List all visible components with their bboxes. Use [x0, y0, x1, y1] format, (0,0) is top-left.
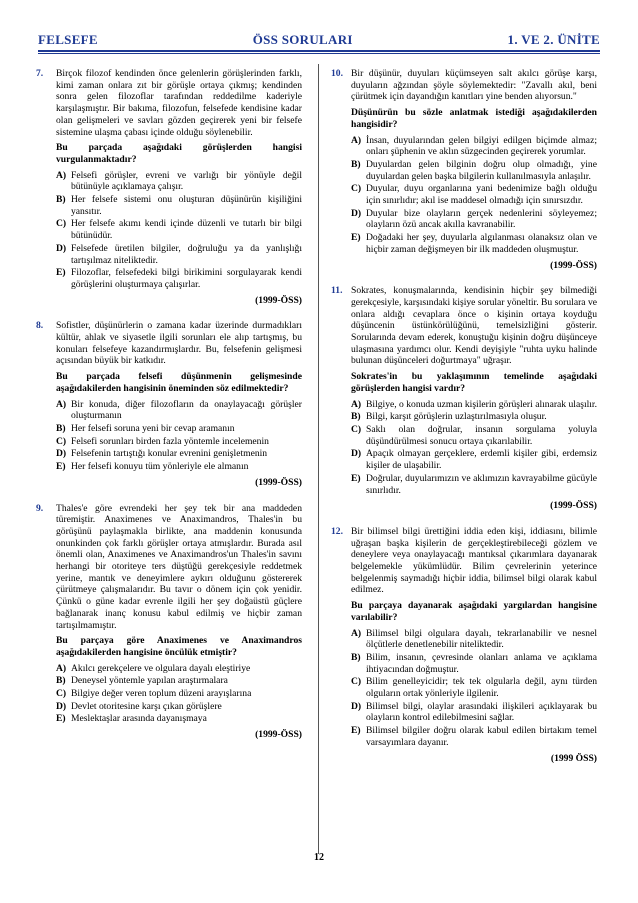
question-11 [331, 285, 597, 512]
question-number: 8. [36, 320, 44, 332]
question-source: (1999 ÖSS) [550, 752, 597, 764]
option-a[interactable]: A) Bilimsel bilgi olgulara dayalı, tekrarlanabilir ve nesnel ölçütlerle denetlenebilir niteliktedir. [351, 627, 597, 651]
header-rule-thin [38, 53, 600, 54]
option-c[interactable]: C) Felsefi sorunları birden fazla yöntemle incelemenin [56, 435, 269, 447]
question-source: (1999-ÖSS) [255, 476, 302, 488]
option-e[interactable]: E) Doğrular, duyularımızın ve aklımızın kavrayabilme gücüyle sınırlıdır. [351, 472, 597, 496]
question-10 [331, 68, 597, 271]
option-list [351, 628, 597, 749]
question-prompt: Düşünürün bu sözle anlatmak istediği aşağıdakilerden hangisidir? [351, 107, 597, 130]
option-e[interactable]: E) Doğadaki her şey, duyularla algılanması olanaksız olan ve hiçbir zaman değişmeyen bir ilk maddeden oluşmuştur. [351, 232, 597, 255]
option-b[interactable]: B) Bilgi, karşıt görüşlerin uzlaştırılmasıyla oluşur. [351, 411, 547, 423]
question-number: 7. [36, 68, 44, 79]
option-d[interactable]: D) Felsefenin tartıştığı konular evrenini genişletmenin [56, 448, 268, 460]
option-c[interactable]: C) Duyular, duyu organlarına yani bedenimize bağlı olduğu için sınırlıdır; akıl ise maddesel olmadığı için sınırsızdır. [351, 183, 597, 207]
option-c[interactable]: C) Saklı olan doğrular, insanın sorgulama yoluyla düşündürülmesi sonucu ortaya çıkarılabilir. [351, 423, 597, 447]
question-stem: Sokrates, konuşmalarında, kendisinin hiçbir şey bilmediği gerekçesiyle, karşısındaki kişiye sorular yöneltir. Bu sorulara ve onlara aldığı cevaplara önce o kişinin ortaya koyduğu düşüncenin üstünkörülüğünü, temelsizliğini gösterir. Sorularında devam ederek, konuştuğu kişinin doğru düşünceye ulaşmasına yardımcı olur. Kendi deyişiyle "ruhta uyku halinde bulunan düşünceleri doğurtmaya" uğraşır. [351, 285, 597, 367]
question-prompt: Bu parçada aşağıdaki görüşlerden hangisi vurgulanmaktadır? [56, 142, 302, 165]
option-b[interactable]: B) Her felsefi soruna yeni bir cevap aramanın [56, 422, 235, 434]
option-list [56, 170, 302, 291]
option-d[interactable]: D) Duyular bize olayların gerçek nedenlerini söyleyemez; olayların özü ancak akılla kavranabilir. [351, 207, 597, 231]
option-d[interactable]: D) Bilimsel bilgi, olaylar arasındaki ilişkileri açıklayarak bu olayların kontrol edilebilmesini sağlar. [351, 700, 597, 724]
question-stem: Bir bilimsel bilgi ürettiğini iddia eden kişi, iddiasını, bilimle uğraşan başka kişilerin de gerçekleştirebileceği gözlem ve deneylere veya onaylayacağı mantıksal çıkarımlara dayanarak belgelemekle yükümlüdür. Bilim çevrelerinin yeterince belgelenmiş saymadığı hiçbir iddia, bilimsel bilgi olarak kabul edilmez. [351, 525, 597, 596]
question-prompt: Bu parçada felsefi düşünmenin gelişmesinde aşağıdakilerden hangisinin öneminden söz edilmektedir? [56, 371, 302, 394]
question-stem: Sofistler, düşünürlerin o zamana kadar üzerinde durmadıkları kültür, ahlak ve siyasetle ilgili sorunları ele alıp tartışmış, bu konuları felsefeye kazandırmışlardır. Bu, felsefenin gelişmesi açısından büyük bir katkıdır. [56, 320, 302, 367]
option-e[interactable]: E) Bilimsel bilgiler doğru olarak kabul edilen birtakım temel varsayımlara dayanır. [351, 725, 597, 748]
option-list [56, 663, 302, 726]
header-subject: FELSEFE [38, 32, 98, 48]
question-stem: Birçok filozof kendinden önce gelenlerin görüşlerinden farklı, kimi zaman onlara zıt bir görüşle ortaya çıkmış; kendinden sonra gelen filozoflar tarafından reddedilme kaderiyle karşılaşmıştır. Bir bakıma, filozofun, felsefede kendisine kadar olan gelişmeleri ve savları gözden geçirerek yeni bir felsefe sistemine ulaşma çabası içinde olduğu söylenebilir. [56, 68, 302, 138]
question-stem: Bir düşünür, duyuları küçümseyen salt akılcı görüşe karşı, duyuların ağzından şöyle söylemektedir: "Zavallı akıl, beni çürütmek için dayandığın kanıtları yine benden alıyorsun." [351, 68, 597, 103]
page-header [38, 26, 600, 48]
option-a[interactable]: A) Felsefi görüşler, evreni ve varlığı bir yönüyle değil bütünüyle açıklamaya çalışır. [56, 169, 302, 193]
option-c[interactable]: C) Bilim genelleyicidir; tek tek olgularla değil, aynı türden olguların ortak yönleriyle ilgilenir. [351, 676, 597, 700]
option-e[interactable]: E) Meslektaşlar arasında dayanışmaya [56, 713, 207, 725]
right-column [331, 68, 597, 764]
option-a[interactable]: A) Bir konuda, diğer filozofların da onaylayacağı görüşler oluşturmanın [56, 398, 302, 422]
question-number: 11. [331, 285, 343, 297]
option-list [56, 399, 302, 473]
option-b[interactable]: B) Duyulardan gelen bilginin doğru olup olmadığı, yine duyulardan gelen başka bilgilerin kullanılmasıyla anlaşılır. [351, 158, 597, 182]
option-e[interactable]: E) Her felsefi konuyu tüm yönleriyle ele almanın [56, 461, 249, 473]
option-a[interactable]: A) Bilgiye, o konuda uzman kişilerin görüşleri alınarak ulaşılır. [351, 398, 597, 410]
left-column [36, 68, 302, 741]
header-title: ÖSS SORULARI [252, 32, 353, 48]
header-rule [38, 50, 600, 52]
option-c[interactable]: C) Her felsefe akımı kendi içinde düzenli ve tutarlı bir bilgi bütünüdür. [56, 218, 302, 242]
option-c[interactable]: C) Bilgiye değer veren toplum düzeni arayışlarına [56, 688, 252, 700]
question-source: (1999-ÖSS) [550, 500, 597, 512]
question-source: (1999-ÖSS) [255, 294, 302, 306]
question-number: 12. [331, 525, 343, 537]
question-prompt: Sokrates'in bu yaklaşımının temelinde aşağıdaki görüşlerden hangisi vardır? [351, 371, 597, 394]
column-divider [318, 64, 319, 854]
page-number: 12 [314, 852, 324, 863]
question-prompt: Bu parçaya göre Anaximenes ve Anaximandros aşağıdakilerden hangisine öncülük etmiştir? [56, 635, 302, 658]
question-stem: Thales'e göre evrendeki her şey tek bir ana maddeden türemiştir. Anaximenes ve Anaximandros, Thales'in bu görüşünü paylaşmakla birlikte, ana maddenin konusunda onunkinden çok farklı görüşler ortaya atmışlardır. Burada asıl önemli olan, Anaximenes ve Anaximandros'un Thales'in savını herhangi bir otoriteye ters düştüğü gerekçesiyle reddetmek yerine, mantık ve deneyimlere aykırı olduğunu göstererek çürütmeye çalışmalarıdır. Bu tavır o dönem için çok yenidir. Çünkü o güne kadar evrenle ilgili her şey doğaüstü güçlere bağlanarak inanç konusu kabul edilmiş ve hiçbir zaman tartışılmamıştır. [56, 502, 302, 631]
question-number: 9. [36, 502, 44, 514]
option-e[interactable]: E) Filozoflar, felsefedeki bilgi birikimini sorgulayarak kendi görüşlerini oluşturmaya çalışırlar. [56, 267, 302, 290]
question-12 [331, 526, 597, 764]
question-7 [36, 68, 302, 306]
question-source: (1999-ÖSS) [550, 259, 597, 271]
question-number: 10. [331, 68, 343, 79]
question-9 [36, 503, 302, 741]
question-8 [36, 320, 302, 488]
header-unit: 1. VE 2. ÜNİTE [507, 32, 600, 48]
option-d[interactable]: D) Felsefede üretilen bilgiler, doğruluğu ya da yanlışlığı tartışılmaz niteliktedir. [56, 242, 302, 266]
option-b[interactable]: B) Bilim, insanın, çevresinde olanları anlama ve açıklama ihtiyacından doğmuştur. [351, 651, 597, 675]
question-source: (1999-ÖSS) [255, 729, 302, 741]
option-list [351, 135, 597, 256]
option-b[interactable]: B) Her felsefe sistemi onu oluşturan düşünürün kişiliğini yansıtır. [56, 194, 302, 217]
option-d[interactable]: D) Devlet otoritesine karşı çıkan görüşlere [56, 700, 222, 712]
option-a[interactable]: A) İnsan, duyularından gelen bilgiyi edilgen biçimde almaz; onları şüphenin ve aklın süzgecinden geçirerek yorumlar. [351, 134, 597, 158]
question-prompt: Bu parçaya dayanarak aşağıdaki yargılardan hangisine varılabilir? [351, 600, 597, 623]
option-d[interactable]: D) Apaçık olmayan gerçeklere, erdemli kişiler gibi, erdemsiz kişiler de ulaşabilir. [351, 448, 597, 472]
option-a[interactable]: A) Akılcı gerekçelere ve olgulara dayalı eleştiriye [56, 662, 251, 674]
option-list [351, 399, 597, 497]
option-b[interactable]: B) Deneysel yöntemle yapılan araştırmalara [56, 675, 228, 687]
